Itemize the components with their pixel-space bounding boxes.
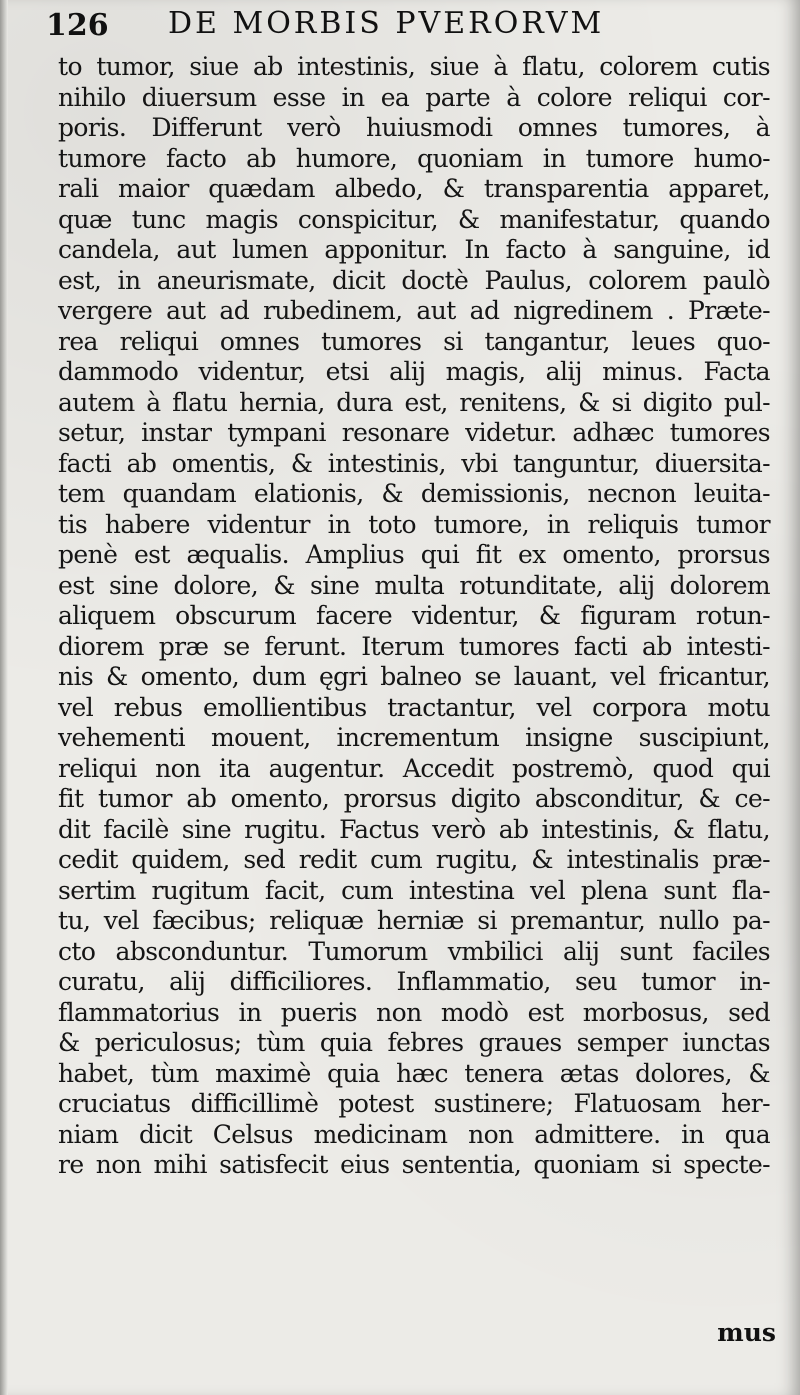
text-line: tis habere videntur in toto tumore, in reliquis tumor xyxy=(58,509,770,539)
page-gutter-shadow xyxy=(0,0,8,1395)
text-line: aliquem obscurum facere videntur, & figuram rotun- xyxy=(58,601,770,630)
text-line: cedit quidem, sed redit cum rugitu, & intestinalis præ- xyxy=(58,845,770,874)
text-line: vergere aut ad rubedinem, aut ad nigredinem . Præte- xyxy=(58,296,770,325)
text-line: nihilo diuersum esse in ea parte à colore reliqui cor- xyxy=(58,82,770,112)
text-line: quæ tunc magis conspicitur, & manifestatur, quando xyxy=(58,204,770,234)
text-line: candela, aut lumen apponitur. In facto à sanguine, id xyxy=(58,235,770,264)
text-line: rali maior quædam albedo, & transparentia apparet, xyxy=(58,174,770,203)
text-line: facti ab omentis, & intestinis, vbi tanguntur, diuersita- xyxy=(58,448,770,478)
text-line: fit tumor ab omento, prorsus digito absconditur, & ce- xyxy=(58,784,770,813)
text-line: setur, instar tympani resonare videtur. adhæc tumores xyxy=(58,418,770,447)
running-head xyxy=(38,4,758,48)
page-number: 126 xyxy=(46,8,109,43)
text-line: autem à flatu hernia, dura est, renitens, & si digito pul- xyxy=(58,387,770,417)
text-line: vehementi mouent, incrementum insigne suscipiunt, xyxy=(58,723,770,752)
text-line: re non mihi satisfecit eius sententia, quoniam si specte- xyxy=(58,1150,770,1179)
text-line: sertim rugitum facit, cum intestina vel plena sunt fla- xyxy=(58,875,770,905)
text-line: vel rebus emollientibus tractantur, vel corpora motu xyxy=(58,692,770,722)
catchword: mus xyxy=(717,1318,776,1347)
text-line: rea reliqui omnes tumores si tangantur, leues quo- xyxy=(58,326,770,356)
text-line: curatu, alij difficiliores. Inflammatio, seu tumor in- xyxy=(58,967,770,996)
text-line: niam dicit Celsus medicinam non admittere. in qua xyxy=(58,1119,770,1149)
text-line: & periculosus; tùm quia febres graues semper iunctas xyxy=(58,1028,770,1057)
text-line: flammatorius in pueris non modò est morbosus, sed xyxy=(58,997,770,1027)
running-title: DE MORBIS PVERORVM xyxy=(168,6,605,41)
text-line: dit facilè sine rugitu. Factus verò ab intestinis, & flatu, xyxy=(58,814,770,844)
text-line: tumore facto ab humore, quoniam in tumore humo- xyxy=(58,143,770,173)
text-line: poris. Differunt verò huiusmodi omnes tumores, à xyxy=(58,113,770,142)
text-line: est, in aneurismate, dicit doctè Paulus, colorem paulò xyxy=(58,265,770,295)
text-line: cruciatus difficillimè potest sustinere; Flatuosam her- xyxy=(58,1089,770,1118)
text-line: tu, vel fæcibus; reliquæ herniæ si premantur, nullo pa- xyxy=(58,906,770,935)
text-line: dammodo videntur, etsi alij magis, alij minus. Facta xyxy=(58,357,770,386)
text-line: reliqui non ita augentur. Accedit postremò, quod qui xyxy=(58,753,770,783)
text-line: tem quandam elationis, & demissionis, necnon leuita- xyxy=(58,479,770,508)
text-line: nis & omento, dum ęgri balneo se lauant, vel fricantur, xyxy=(58,662,770,691)
text-line: to tumor, siue ab intestinis, siue à flatu, colorem cutis xyxy=(58,52,770,81)
text-line: est sine dolore, & sine multa rotunditate, alij dolorem xyxy=(58,570,770,600)
text-line: diorem præ se ferunt. Iterum tumores facti ab intesti- xyxy=(58,631,770,661)
text-line: penè est æqualis. Amplius qui fit ex omento, prorsus xyxy=(58,540,770,569)
text-line: habet, tùm maximè quia hæc tenera ætas dolores, & xyxy=(58,1058,770,1088)
body-text xyxy=(58,52,770,1181)
text-line: cto absconduntur. Tumorum vmbilici alij sunt faciles xyxy=(58,936,770,966)
